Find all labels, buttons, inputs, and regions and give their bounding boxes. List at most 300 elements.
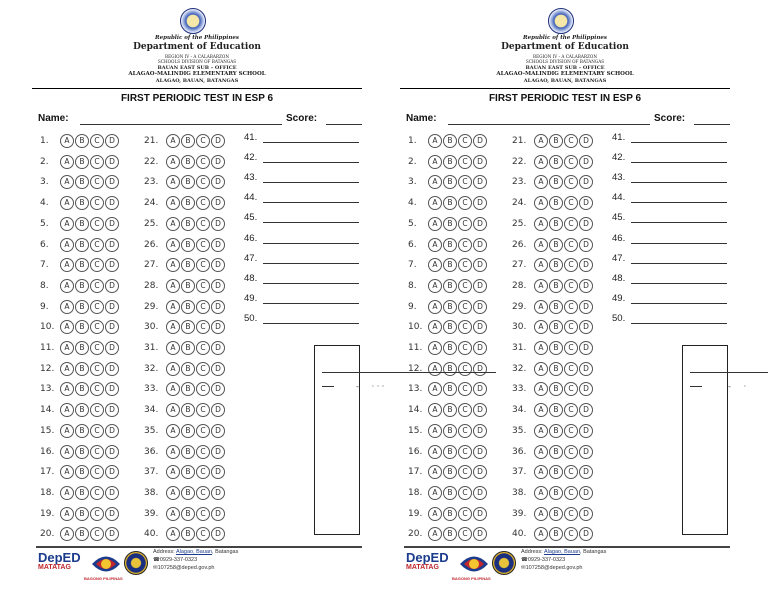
answer-bubble[interactable]: D [211,320,225,334]
answer-bubble[interactable]: C [458,362,472,376]
answer-bubble[interactable]: A [428,341,442,355]
answer-bubble[interactable]: C [458,155,472,169]
answer-bubble[interactable]: B [75,320,89,334]
answer-bubble[interactable]: D [579,320,593,334]
answer-bubble[interactable]: D [211,362,225,376]
answer-bubble[interactable]: B [75,486,89,500]
answer-bubble[interactable]: C [196,382,210,396]
answer-bubble[interactable]: D [473,175,487,189]
answer-bubble[interactable]: D [105,527,119,541]
answer-bubble[interactable]: D [579,341,593,355]
answer-bubble[interactable]: A [428,155,442,169]
answer-line[interactable] [263,323,359,324]
answer-bubble[interactable]: B [549,155,563,169]
answer-bubble[interactable]: C [458,279,472,293]
answer-bubble[interactable]: B [181,300,195,314]
answer-bubble[interactable]: A [60,217,74,231]
answer-bubble[interactable]: C [564,507,578,521]
answer-bubble[interactable]: A [428,382,442,396]
answer-bubble[interactable]: B [549,320,563,334]
answer-bubble[interactable]: C [90,424,104,438]
answer-bubble[interactable]: A [428,300,442,314]
answer-bubble[interactable]: A [534,465,548,479]
answer-bubble[interactable]: D [211,507,225,521]
answer-line[interactable] [631,142,727,143]
answer-bubble[interactable]: B [443,382,457,396]
answer-bubble[interactable]: A [534,279,548,293]
answer-bubble[interactable]: A [60,320,74,334]
answer-bubble[interactable]: D [579,217,593,231]
answer-line[interactable] [263,162,359,163]
answer-bubble[interactable]: A [166,403,180,417]
answer-bubble[interactable]: D [579,175,593,189]
answer-bubble[interactable]: B [443,465,457,479]
answer-bubble[interactable]: C [458,382,472,396]
answer-bubble[interactable]: C [564,341,578,355]
answer-bubble[interactable]: B [443,445,457,459]
answer-bubble[interactable]: C [564,258,578,272]
answer-bubble[interactable]: D [473,300,487,314]
answer-bubble[interactable]: B [549,258,563,272]
answer-line[interactable] [263,243,359,244]
answer-bubble[interactable]: C [564,403,578,417]
answer-bubble[interactable]: C [458,527,472,541]
answer-bubble[interactable]: A [60,382,74,396]
answer-bubble[interactable]: D [211,465,225,479]
answer-bubble[interactable]: C [90,300,104,314]
answer-bubble[interactable]: D [473,341,487,355]
answer-bubble[interactable]: D [579,486,593,500]
answer-line[interactable] [263,283,359,284]
answer-bubble[interactable]: D [473,362,487,376]
answer-bubble[interactable]: C [458,175,472,189]
answer-bubble[interactable]: D [211,217,225,231]
answer-bubble[interactable]: B [75,258,89,272]
answer-bubble[interactable]: B [443,134,457,148]
answer-line[interactable] [631,162,727,163]
answer-bubble[interactable]: A [534,300,548,314]
answer-bubble[interactable]: A [60,238,74,252]
answer-bubble[interactable]: B [549,507,563,521]
answer-bubble[interactable]: D [473,238,487,252]
answer-bubble[interactable]: C [564,424,578,438]
answer-bubble[interactable]: D [211,382,225,396]
answer-bubble[interactable]: C [196,424,210,438]
answer-bubble[interactable]: A [166,424,180,438]
answer-bubble[interactable]: D [579,279,593,293]
answer-bubble[interactable]: B [549,527,563,541]
answer-line[interactable] [631,263,727,264]
answer-bubble[interactable]: D [105,445,119,459]
answer-bubble[interactable]: C [90,507,104,521]
answer-bubble[interactable]: A [428,320,442,334]
answer-bubble[interactable]: A [60,445,74,459]
answer-bubble[interactable]: D [473,486,487,500]
answer-bubble[interactable]: A [428,196,442,210]
answer-bubble[interactable]: C [458,507,472,521]
answer-bubble[interactable]: D [211,134,225,148]
answer-bubble[interactable]: B [181,341,195,355]
answer-bubble[interactable]: D [579,300,593,314]
answer-bubble[interactable]: A [428,134,442,148]
answer-bubble[interactable]: B [75,134,89,148]
answer-bubble[interactable]: D [105,258,119,272]
answer-bubble[interactable]: D [473,155,487,169]
answer-bubble[interactable]: A [166,196,180,210]
answer-bubble[interactable]: A [428,445,442,459]
answer-bubble[interactable]: C [196,527,210,541]
answer-line[interactable] [631,202,727,203]
answer-bubble[interactable]: A [428,507,442,521]
answer-bubble[interactable]: A [60,527,74,541]
answer-bubble[interactable]: B [181,134,195,148]
answer-bubble[interactable]: C [90,465,104,479]
answer-bubble[interactable]: B [443,217,457,231]
answer-bubble[interactable]: A [60,507,74,521]
answer-bubble[interactable]: D [579,382,593,396]
answer-bubble[interactable]: B [181,382,195,396]
answer-bubble[interactable]: C [90,403,104,417]
answer-bubble[interactable]: D [211,196,225,210]
answer-bubble[interactable]: C [90,320,104,334]
answer-bubble[interactable]: D [105,217,119,231]
answer-bubble[interactable]: C [564,527,578,541]
answer-bubble[interactable]: B [549,341,563,355]
answer-bubble[interactable]: A [166,238,180,252]
answer-bubble[interactable]: A [534,403,548,417]
answer-bubble[interactable]: D [105,155,119,169]
answer-bubble[interactable]: B [181,196,195,210]
answer-line[interactable] [263,222,359,223]
answer-bubble[interactable]: A [534,424,548,438]
answer-bubble[interactable]: B [75,196,89,210]
answer-bubble[interactable]: D [211,403,225,417]
answer-bubble[interactable]: C [458,258,472,272]
answer-bubble[interactable]: A [60,300,74,314]
answer-bubble[interactable]: D [105,279,119,293]
answer-bubble[interactable]: C [90,175,104,189]
answer-bubble[interactable]: A [60,362,74,376]
answer-line[interactable] [631,243,727,244]
answer-bubble[interactable]: D [105,362,119,376]
answer-bubble[interactable]: A [428,486,442,500]
answer-bubble[interactable]: C [196,300,210,314]
answer-bubble[interactable]: B [549,362,563,376]
answer-bubble[interactable]: A [534,445,548,459]
answer-bubble[interactable]: A [166,258,180,272]
answer-bubble[interactable]: B [75,507,89,521]
answer-bubble[interactable]: C [458,341,472,355]
answer-bubble[interactable]: B [549,424,563,438]
answer-bubble[interactable]: B [75,382,89,396]
answer-bubble[interactable]: C [196,134,210,148]
answer-bubble[interactable]: D [211,341,225,355]
answer-bubble[interactable]: B [549,196,563,210]
answer-bubble[interactable]: D [211,238,225,252]
answer-bubble[interactable]: C [564,300,578,314]
answer-bubble[interactable]: A [60,155,74,169]
answer-bubble[interactable]: B [443,527,457,541]
answer-bubble[interactable]: C [564,238,578,252]
answer-bubble[interactable]: A [166,465,180,479]
answer-bubble[interactable]: A [166,175,180,189]
answer-bubble[interactable]: C [196,445,210,459]
answer-bubble[interactable]: C [90,382,104,396]
answer-bubble[interactable]: C [564,196,578,210]
answer-bubble[interactable]: B [181,403,195,417]
answer-bubble[interactable]: B [549,217,563,231]
answer-bubble[interactable]: A [166,155,180,169]
answer-bubble[interactable]: D [105,424,119,438]
answer-bubble[interactable]: D [105,486,119,500]
answer-bubble[interactable]: C [196,320,210,334]
answer-bubble[interactable]: D [579,238,593,252]
answer-line[interactable] [631,283,727,284]
answer-bubble[interactable]: A [166,445,180,459]
answer-bubble[interactable]: C [458,196,472,210]
answer-bubble[interactable]: A [428,258,442,272]
answer-bubble[interactable]: B [181,507,195,521]
answer-bubble[interactable]: C [90,445,104,459]
answer-bubble[interactable]: A [60,258,74,272]
answer-bubble[interactable]: B [549,238,563,252]
answer-bubble[interactable]: B [443,341,457,355]
answer-bubble[interactable]: A [60,196,74,210]
answer-bubble[interactable]: A [534,362,548,376]
answer-bubble[interactable]: D [473,403,487,417]
answer-line[interactable] [631,182,727,183]
answer-bubble[interactable]: B [75,300,89,314]
answer-bubble[interactable]: D [473,445,487,459]
answer-bubble[interactable]: A [534,134,548,148]
answer-bubble[interactable]: A [534,341,548,355]
answer-bubble[interactable]: A [428,403,442,417]
answer-bubble[interactable]: B [181,258,195,272]
answer-bubble[interactable]: B [443,486,457,500]
answer-bubble[interactable]: B [549,175,563,189]
answer-bubble[interactable]: B [75,341,89,355]
answer-bubble[interactable]: A [60,424,74,438]
answer-bubble[interactable]: D [211,258,225,272]
answer-bubble[interactable]: A [534,527,548,541]
answer-bubble[interactable]: A [166,527,180,541]
answer-bubble[interactable]: D [473,507,487,521]
answer-bubble[interactable]: A [534,217,548,231]
answer-bubble[interactable]: C [564,465,578,479]
answer-bubble[interactable]: D [579,527,593,541]
answer-bubble[interactable]: C [564,382,578,396]
answer-bubble[interactable]: B [549,382,563,396]
answer-bubble[interactable]: D [105,382,119,396]
answer-bubble[interactable]: B [443,403,457,417]
answer-bubble[interactable]: B [443,279,457,293]
answer-bubble[interactable]: C [196,258,210,272]
answer-bubble[interactable]: C [458,300,472,314]
answer-line[interactable] [263,303,359,304]
answer-bubble[interactable]: A [428,424,442,438]
answer-bubble[interactable]: C [458,403,472,417]
answer-bubble[interactable]: C [90,238,104,252]
answer-bubble[interactable]: C [458,445,472,459]
answer-bubble[interactable]: D [579,155,593,169]
answer-bubble[interactable]: C [196,155,210,169]
answer-bubble[interactable]: C [196,403,210,417]
answer-bubble[interactable]: D [105,300,119,314]
answer-bubble[interactable]: A [166,362,180,376]
answer-bubble[interactable]: D [105,465,119,479]
answer-bubble[interactable]: C [90,279,104,293]
answer-line[interactable] [631,222,727,223]
answer-bubble[interactable]: D [473,279,487,293]
answer-bubble[interactable]: D [211,445,225,459]
answer-bubble[interactable]: C [458,486,472,500]
answer-bubble[interactable]: D [105,341,119,355]
answer-bubble[interactable]: C [90,134,104,148]
answer-bubble[interactable]: A [534,196,548,210]
answer-bubble[interactable]: A [534,238,548,252]
answer-bubble[interactable]: D [473,424,487,438]
answer-bubble[interactable]: B [75,445,89,459]
answer-bubble[interactable]: C [90,362,104,376]
answer-bubble[interactable]: A [428,362,442,376]
answer-bubble[interactable]: A [60,465,74,479]
answer-bubble[interactable]: C [196,196,210,210]
answer-bubble[interactable]: D [211,527,225,541]
answer-bubble[interactable]: D [473,465,487,479]
answer-bubble[interactable]: B [75,362,89,376]
answer-bubble[interactable]: D [473,134,487,148]
answer-bubble[interactable]: D [211,175,225,189]
answer-bubble[interactable]: C [458,320,472,334]
answer-bubble[interactable]: C [564,362,578,376]
answer-bubble[interactable]: A [534,507,548,521]
answer-bubble[interactable]: B [443,155,457,169]
answer-bubble[interactable]: A [428,279,442,293]
answer-bubble[interactable]: B [443,196,457,210]
answer-bubble[interactable]: A [166,300,180,314]
answer-bubble[interactable]: C [90,486,104,500]
answer-bubble[interactable]: B [181,527,195,541]
answer-bubble[interactable]: C [458,238,472,252]
answer-bubble[interactable]: B [443,507,457,521]
answer-bubble[interactable]: D [579,465,593,479]
answer-bubble[interactable]: D [473,196,487,210]
answer-bubble[interactable]: A [534,382,548,396]
answer-bubble[interactable]: A [428,175,442,189]
answer-bubble[interactable]: C [564,320,578,334]
answer-bubble[interactable]: D [105,507,119,521]
answer-bubble[interactable]: B [549,279,563,293]
answer-bubble[interactable]: D [105,320,119,334]
answer-bubble[interactable]: D [579,134,593,148]
answer-bubble[interactable]: B [181,279,195,293]
answer-bubble[interactable]: D [473,217,487,231]
answer-bubble[interactable]: D [579,258,593,272]
answer-bubble[interactable]: B [75,279,89,293]
answer-bubble[interactable]: C [196,465,210,479]
answer-bubble[interactable]: C [564,279,578,293]
answer-bubble[interactable]: C [90,527,104,541]
answer-bubble[interactable]: B [443,238,457,252]
answer-bubble[interactable]: D [105,196,119,210]
answer-bubble[interactable]: C [564,134,578,148]
answer-bubble[interactable]: D [105,175,119,189]
answer-bubble[interactable]: B [443,362,457,376]
answer-bubble[interactable]: D [473,320,487,334]
answer-bubble[interactable]: B [181,424,195,438]
answer-bubble[interactable]: B [181,238,195,252]
answer-bubble[interactable]: C [564,217,578,231]
answer-bubble[interactable]: A [60,134,74,148]
answer-bubble[interactable]: A [166,341,180,355]
answer-bubble[interactable]: C [564,486,578,500]
answer-bubble[interactable]: B [75,155,89,169]
answer-bubble[interactable]: B [549,403,563,417]
answer-bubble[interactable]: A [166,320,180,334]
answer-line[interactable] [631,323,727,324]
answer-bubble[interactable]: B [443,424,457,438]
answer-bubble[interactable]: C [90,155,104,169]
answer-bubble[interactable]: B [549,465,563,479]
answer-line[interactable] [263,142,359,143]
answer-bubble[interactable]: D [473,527,487,541]
answer-bubble[interactable]: A [534,155,548,169]
answer-bubble[interactable]: D [211,300,225,314]
answer-bubble[interactable]: D [579,403,593,417]
answer-bubble[interactable]: D [579,507,593,521]
answer-bubble[interactable]: D [579,362,593,376]
answer-bubble[interactable]: C [196,362,210,376]
answer-line[interactable] [631,303,727,304]
answer-bubble[interactable]: B [181,445,195,459]
answer-bubble[interactable]: D [579,196,593,210]
answer-bubble[interactable]: C [458,465,472,479]
answer-bubble[interactable]: B [75,175,89,189]
answer-bubble[interactable]: B [443,258,457,272]
answer-bubble[interactable]: D [105,403,119,417]
answer-bubble[interactable]: B [549,486,563,500]
answer-bubble[interactable]: B [181,486,195,500]
answer-bubble[interactable]: B [181,217,195,231]
answer-bubble[interactable]: A [534,486,548,500]
answer-bubble[interactable]: A [428,465,442,479]
answer-line[interactable] [263,202,359,203]
answer-bubble[interactable]: C [196,486,210,500]
answer-bubble[interactable]: A [60,175,74,189]
answer-bubble[interactable]: C [458,424,472,438]
answer-line[interactable] [263,182,359,183]
answer-bubble[interactable]: B [549,300,563,314]
answer-bubble[interactable]: B [549,445,563,459]
answer-bubble[interactable]: C [196,279,210,293]
answer-bubble[interactable]: A [60,403,74,417]
answer-bubble[interactable]: D [211,486,225,500]
answer-bubble[interactable]: A [166,507,180,521]
answer-bubble[interactable]: C [90,341,104,355]
answer-bubble[interactable]: C [196,341,210,355]
answer-bubble[interactable]: A [166,217,180,231]
answer-bubble[interactable]: B [549,134,563,148]
answer-bubble[interactable]: A [428,217,442,231]
answer-bubble[interactable]: A [60,341,74,355]
answer-bubble[interactable]: B [181,155,195,169]
answer-bubble[interactable]: B [443,320,457,334]
answer-bubble[interactable]: D [579,445,593,459]
answer-bubble[interactable]: B [181,175,195,189]
answer-bubble[interactable]: D [473,258,487,272]
answer-bubble[interactable]: D [105,238,119,252]
answer-bubble[interactable]: A [166,382,180,396]
